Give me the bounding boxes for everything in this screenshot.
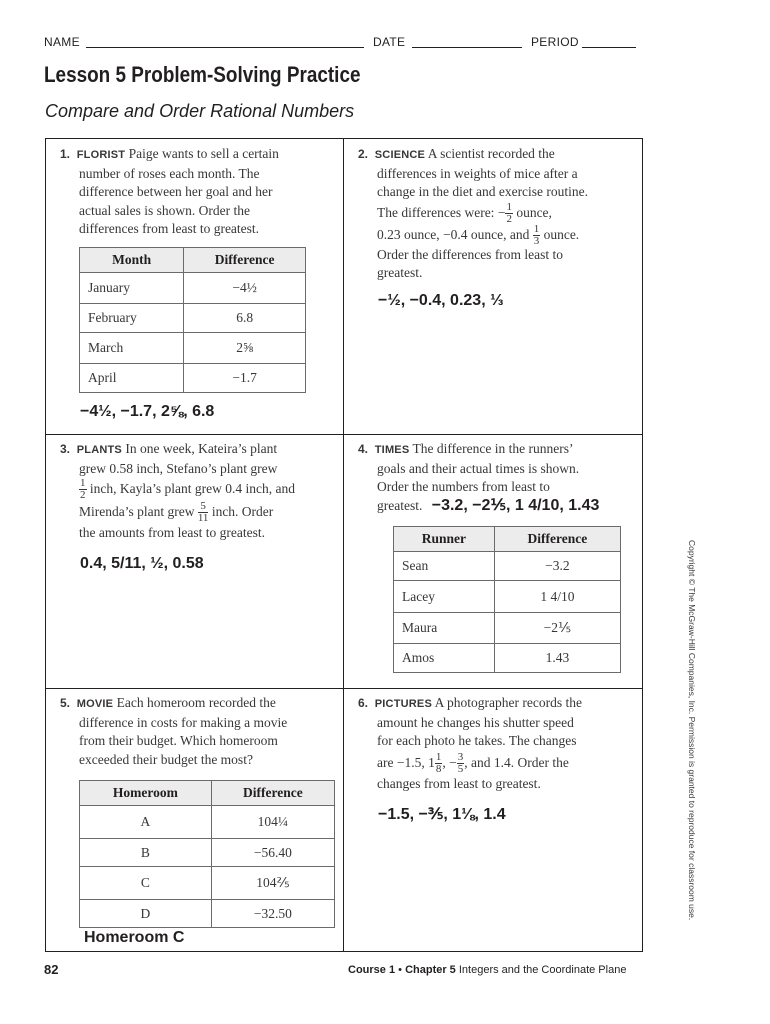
table-row	[80, 273, 306, 304]
problem-3-category: PLANTS	[76, 444, 122, 456]
problem-6-line: for each photo he takes. The changes	[377, 733, 577, 748]
page-title: Lesson 5 Problem-Solving Practice	[44, 62, 361, 87]
runner-difference-table	[393, 526, 621, 673]
table-cell: February	[80, 304, 184, 333]
problem-4-line: greatest.	[377, 497, 423, 513]
problem-1-category: FLORIST	[76, 149, 126, 161]
problem-4-number: 4.	[358, 442, 369, 456]
period-line	[582, 47, 636, 48]
problem-1-line: actual sales is shown. Order the	[79, 202, 250, 218]
problem-3-answer: 0.4, 5/11, ½, 0.58	[80, 555, 204, 572]
problem-5-number: 5.	[60, 696, 71, 710]
table-cell: Sean	[394, 552, 495, 581]
problem-1-line: difference between her goal and her	[79, 184, 273, 199]
problem-1-number: 1.	[60, 147, 71, 161]
period-label: PERIOD	[531, 35, 579, 49]
problem-3-line: In one week, Kateira’s plant	[125, 441, 278, 456]
table-row	[394, 613, 621, 644]
problem-3-line: grew 0.58 inch, Stefano’s plant grew	[79, 460, 278, 476]
problem-4-line: The difference in the runners’	[412, 441, 574, 456]
table-cell: −56.40	[211, 839, 334, 867]
problem-5-answer: Homeroom C	[84, 929, 185, 946]
problem-1	[60, 145, 335, 239]
table-cell: 2⅝	[184, 333, 306, 364]
problem-4-category: TIMES	[374, 444, 410, 456]
problem-6-answer: −1.5, −⅗, 1⅛, 1.4	[378, 806, 506, 823]
problem-2-line: Order the differences from least to	[377, 246, 564, 262]
table-cell: 104¼	[211, 806, 334, 839]
fraction: $\frac{1}{8}$	[435, 750, 442, 775]
problem-4-answer: −3.2, −2⅕, 1 4/10, 1.43	[431, 496, 600, 514]
table-header: Homeroom	[80, 781, 212, 806]
table-cell: −32.50	[211, 900, 334, 928]
copyright-note: Copyright © The McGraw-Hill Companies, Inc. Permission is granted to reproduce for classroom use.	[687, 540, 697, 921]
problem-1-line: number of roses each month. The	[79, 165, 260, 181]
column-divider	[343, 138, 344, 951]
problem-4-line: goals and their actual times is shown.	[377, 460, 580, 476]
table-cell: −3.2	[494, 552, 620, 581]
date-line	[412, 47, 522, 48]
table-cell: A	[80, 806, 212, 839]
problem-2-line: greatest.	[377, 265, 423, 280]
problem-3-line: Mirenda’s plant grew	[79, 504, 195, 519]
problem-6-number: 6.	[358, 696, 369, 710]
table-cell: 6.8	[184, 304, 306, 333]
table-row	[394, 644, 621, 673]
problem-4-line: Order the numbers from least to	[377, 479, 550, 494]
table-row	[80, 333, 306, 364]
problem-5-line: difference in costs for making a movie	[79, 714, 288, 730]
date-label: DATE	[373, 35, 406, 49]
table-cell: Lacey	[394, 581, 495, 613]
problem-2-line: The differences were:	[377, 204, 495, 220]
footer-course-line	[348, 964, 626, 976]
fraction: $\frac{1}{3}$	[533, 222, 540, 247]
problem-5-line: exceeded their budget the most?	[79, 751, 253, 767]
table-row	[80, 867, 335, 900]
problem-2: 2. SCIENCE A scientist recorded the differences in weights of mice after a change in the diet and exercise routine. The differences were: − $\frac{1}{2}$ ounce, 0.23 ounce, −0.4 ounce, and $\frac{1}{3}$ ounce. Order the differences from least to greatest.	[358, 146, 589, 280]
table-cell: C	[80, 867, 212, 900]
problem-4	[358, 440, 638, 515]
problem-3-line: inch. Order	[211, 504, 274, 519]
problem-6-line: A photographer records the	[434, 695, 582, 710]
table-cell: B	[80, 839, 212, 867]
problem-2-line: ounce.	[543, 226, 580, 242]
fraction: $\frac{1}{2}$	[506, 200, 512, 225]
row-divider-2	[45, 688, 642, 689]
table-header: Difference	[211, 781, 334, 806]
table-row	[394, 581, 621, 613]
problem-5-line: from their budget. Which homeroom	[79, 733, 278, 748]
table-header: Difference	[494, 527, 620, 552]
table-header: Month	[80, 248, 184, 273]
table-cell: −1.7	[184, 364, 306, 393]
table-header: Difference	[184, 248, 306, 273]
problem-5-category: MOVIE	[76, 698, 114, 710]
problem-2-line: change in the diet and exercise routine.	[377, 184, 589, 199]
problem-6-line: are −1.5,	[377, 754, 425, 770]
table-row	[394, 552, 621, 581]
problem-2-line: 0.23 ounce, −0.4 ounce, and	[377, 226, 530, 242]
problem-3-line: inch, Kayla’s plant grew 0.4 inch, and	[89, 481, 295, 496]
problem-2-line: ounce,	[516, 204, 552, 220]
table-cell: −4½	[184, 273, 306, 304]
table-cell: 104⅖	[211, 867, 334, 900]
table-header: Runner	[394, 527, 495, 552]
problem-3-number: 3.	[60, 442, 71, 456]
problem-1-line: differences from least to greatest.	[79, 221, 260, 236]
table-row	[80, 364, 306, 393]
problem-1-line: Paige wants to sell a certain	[128, 146, 279, 161]
table-row	[80, 806, 335, 839]
problem-2-category: SCIENCE	[374, 149, 426, 161]
month-difference-table	[79, 247, 306, 393]
table-cell: 1 4/10	[494, 581, 620, 613]
table-cell: March	[80, 333, 184, 364]
table-cell: Maura	[394, 613, 495, 644]
problem-6-line: changes from least to greatest.	[377, 775, 541, 791]
table-row	[80, 304, 306, 333]
problem-2-number: 2.	[358, 147, 369, 161]
table-row	[80, 900, 335, 928]
table-cell: April	[80, 364, 184, 393]
table-cell: −2⅕	[494, 613, 620, 644]
problem-6-line: amount he changes his shutter speed	[377, 714, 574, 730]
problem-5	[60, 694, 340, 769]
footer-bullet: •	[398, 964, 402, 976]
fraction: $\frac{1}{2}$	[80, 477, 86, 502]
fraction: $\frac{3}{5}$	[457, 750, 464, 775]
problem-5-line: Each homeroom recorded the	[116, 695, 276, 710]
homeroom-difference-table	[79, 780, 335, 928]
name-line	[86, 47, 364, 48]
page-number: 82	[44, 962, 59, 977]
problem-6-category: PICTURES	[374, 698, 432, 710]
problem-3	[60, 440, 340, 543]
table-row	[80, 839, 335, 867]
problem-2-answer: −½, −0.4, 0.23, ⅓	[378, 292, 504, 309]
table-cell: January	[80, 273, 184, 304]
problem-6: 6. PICTURES A photographer records the amount he changes his shutter speed for each photo he takes. The changes are −1.5, 1 $\frac{1}{8}$ , − $\frac{3}{5}$ , and 1.4. Order the changes from least to greatest.	[358, 695, 582, 791]
problem-6-line: and 1.4. Order the	[470, 754, 569, 770]
table-cell: D	[80, 900, 212, 928]
name-label: NAME	[44, 35, 80, 49]
problem-1-answer: −4½, −1.7, 2⅝, 6.8	[80, 403, 215, 420]
problem-2-line: differences in weights of mice after a	[377, 165, 578, 181]
table-cell: 1.43	[494, 644, 620, 673]
footer-chapter: Chapter 5	[405, 964, 456, 976]
row-divider-1	[45, 434, 642, 435]
table-cell: Amos	[394, 644, 495, 673]
footer-chapter-title: Integers and the Coordinate Plane	[458, 964, 627, 976]
page-subtitle: Compare and Order Rational Numbers	[45, 101, 355, 121]
problem-3-line: the amounts from least to greatest.	[79, 525, 265, 540]
problem-2-line: A scientist recorded the	[427, 146, 555, 161]
footer-course: Course 1	[348, 964, 396, 976]
fraction: $\frac{5}{11}$	[197, 500, 209, 525]
